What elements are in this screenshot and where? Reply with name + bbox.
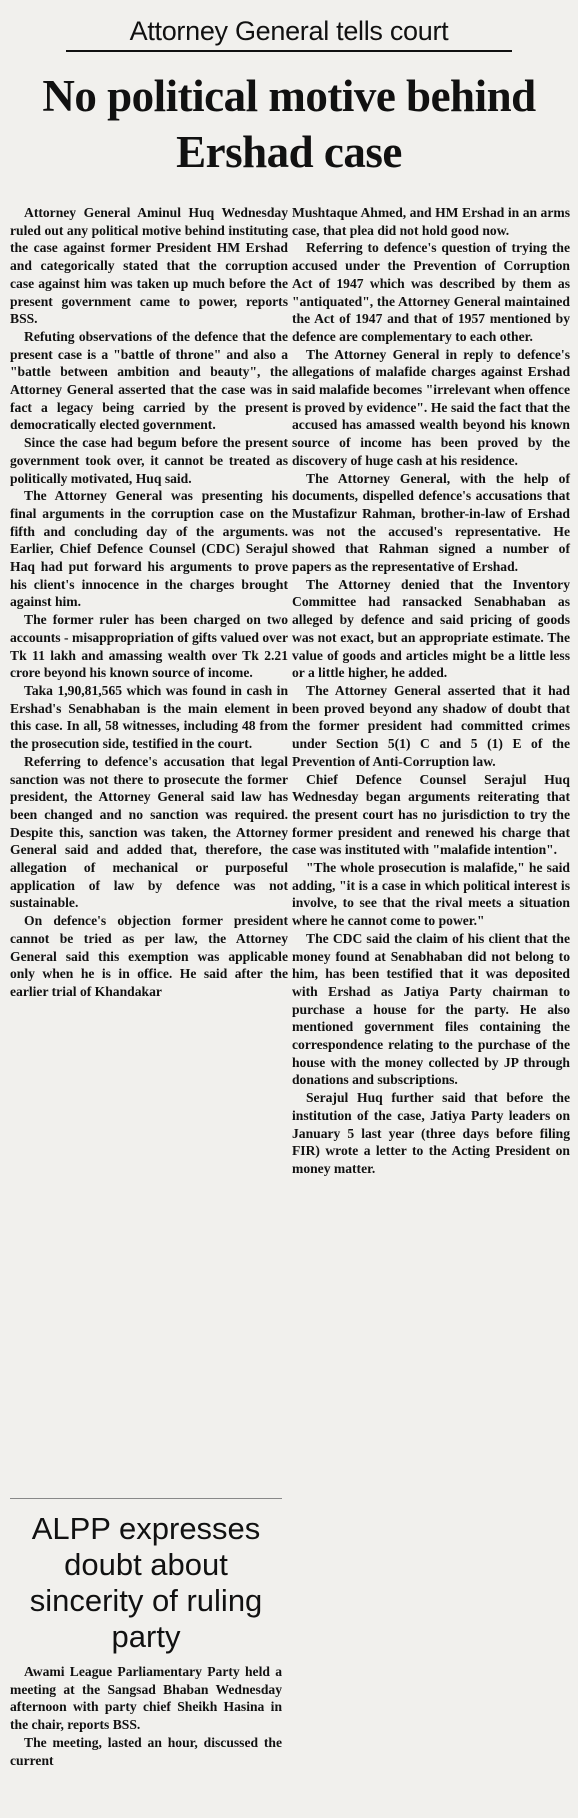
side-story-headline: ALPP expresses doubt about sincerity of ruling party [10,1498,282,1655]
paragraph: The former ruler has been charged on two accounts - misappropriation of gifts valued over Tk 11 lakh and amassing wealth over Tk 2.21 crore beyond his known source of income. [10,612,288,681]
paragraph: Attorney General Aminul Huq Wednesday ruled out any political motive behind instituting the case against former President HM Ershad and categorically stated that the corruption case against him was taken up much before the present government came to power, reports BSS. [10,205,288,327]
paragraph: Referring to defence's accusation that legal sanction was not there to prosecute the former president, the Attorney General said law has been changed and no sanction was required. Despite this, sanction was taken, the Attorney General said and added that, therefore, the allegation of mechanical or purposeful application of law by defence was not sustainable. [10,753,288,911]
paragraph: Awami League Parliamentary Party held a meeting at the Sangsad Bhaban Wednesday afternoon with party chief Sheikh Hasina in the chair, reports BSS. [10,1664,282,1733]
paragraph: The Attorney General, with the help of documents, dispelled defence's accusations that Mustafizur Rahman, brother-in-law of Ershad was not the accused's representative. He showed that Rahman signed a number of papers as the representative of Ershad. [292,470,570,575]
paragraph: Chief Defence Counsel Serajul Huq Wednesday began arguments reiterating that the present court has no jurisdiction to try the former president and renewed his charge that case was instituted with "malafide intention". [292,771,570,858]
paragraph: Referring to defence's question of trying the accused under the Prevention of Corruption Act of 1947 which was described by them as "antiquated", the Attorney General maintained the Act of 1947 and that of 1957 mentioned by defence are complementary to each other. [292,240,570,344]
paragraph: Mushtaque Ahmed, and HM Ershad in an arms case, that plea did not hold good now. [292,205,570,238]
main-headline: No political motive behind Ershad case [42,71,536,177]
kicker-headline: Attorney General tells court [66,14,512,52]
paragraph: Since the case had begum before the present government took over, it cannot be treated as politically motivated, Huq said. [10,435,288,486]
paragraph: The Attorney General in reply to defence's allegations of malafide charges against Ershad said malafide becomes "irrelevant when offence is proved by evidence". He said the fact that the accused has amassed wealth beyond his known source of income has been proved by the discovery of huge cash at his residence. [292,346,570,468]
paragraph: Serajul Huq further said that before the institution of the case, Jatiya Party leaders on January 5 last year (three days before filing FIR) wrote a letter to the Acting President on money matter. [292,1090,570,1176]
paragraph: Refuting observations of the defence that the present case is a "battle of throne" and also a "battle between ambition and beauty", the Attorney General asserted that the case was in fact a legacy being carried by the present democratically elected government. [10,328,288,433]
paragraph: The Attorney General asserted that it had been proved beyond any shadow of doubt that the former president had committed crimes under Section 5(1) C and 5 (1) E of the Prevention of Anti-Corruption law. [292,682,570,769]
paragraph: The Attorney General was presenting his final arguments in the corruption case on the fifth and concluding day of the arguments. Earlier, Chief Defence Counsel (CDC) Serajul Haq had put forward his arguments to prove his client's innocence in the charges brought against him. [10,488,288,610]
paragraph: "The whole prosecution is malafide," he said adding, "it is a case in which political interest is involve, to see that the rival meets a situation where he cannot come to power." [292,860,570,929]
paragraph: The Attorney denied that the Inventory Committee had ransacked Senabhaban as alleged by defence and said pricing of goods was not exact, but an appropriate estimate. The value of goods and articles might be a little less or a little higher, he added. [292,576,570,681]
article-column-right [292,204,570,1178]
paragraph: Taka 1,90,81,565 which was found in cash in Ershad's Senabhaban is the main element in this case. In all, 58 witnesses, including 48 from the prosecution side, testified in the court. [10,682,288,752]
side-story-body [10,1663,282,1769]
paragraph: The CDC said the claim of his client that the money found at Senabhaban did not belong to him, has been testified that it was deposited with Ershad as Jatiya Party chairman to purchase a house for the party. He also mentioned government files containing the correspondence relating to the purchase of the house with the money collected by JP through donations and subscriptions. [292,930,570,1088]
paragraph: The meeting, lasted an hour, discussed the current [10,1734,282,1768]
side-story [10,1498,282,1769]
article-column-left [10,204,288,1001]
paragraph: On defence's objection former president cannot be tried as per law, the Attorney General said this exemption was applicable only when he is in office. He said after the earlier trial of Khandakar [10,913,288,999]
